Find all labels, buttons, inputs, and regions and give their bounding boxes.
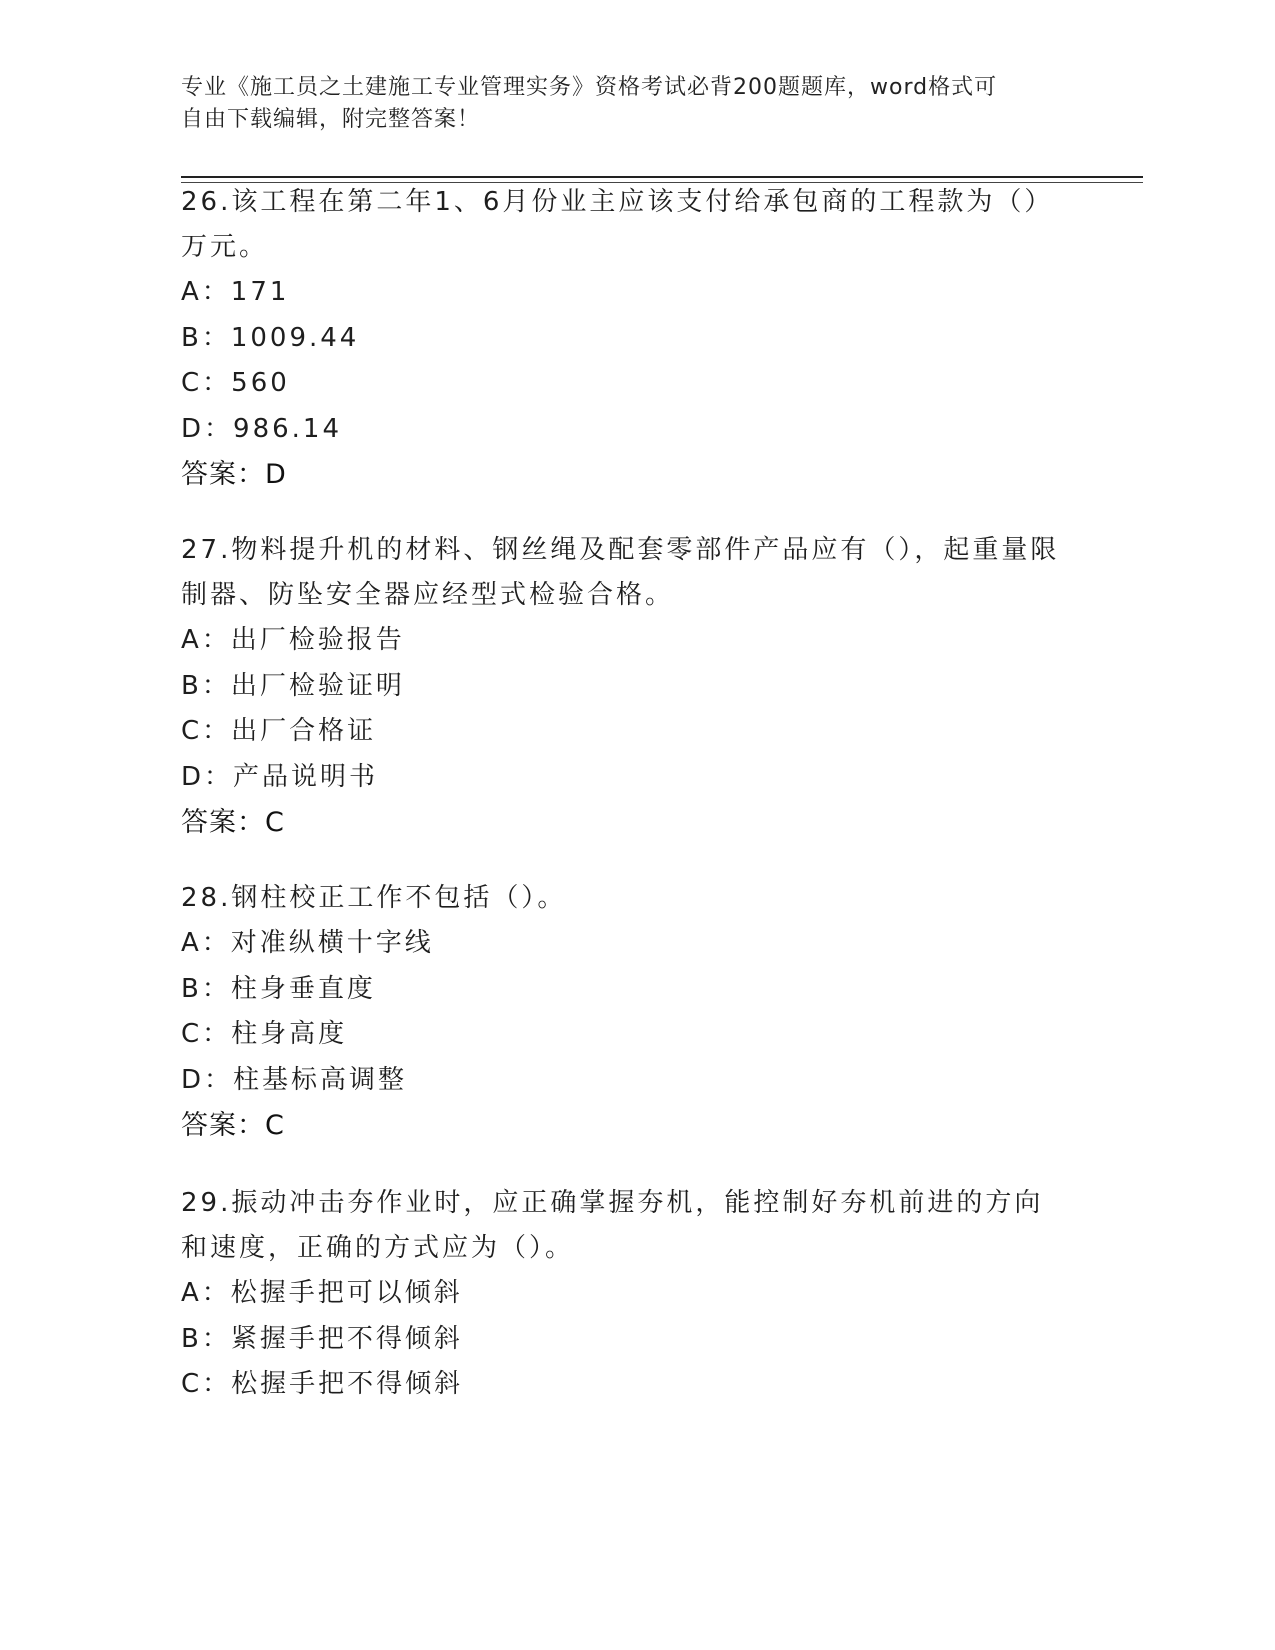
- option-d: D：柱基标高调整: [181, 1064, 408, 1095]
- question-29: [181, 1181, 1061, 1408]
- question-27: [181, 528, 1061, 845]
- option-b: B：出厂检验证明: [181, 670, 405, 701]
- question-text: 26.该工程在第二年1、6月份业主应该支付给承包商的工程款为（）万元。: [181, 187, 1054, 262]
- option-c: C：出厂合格证: [181, 716, 377, 746]
- header-title-line-1: 专业《施工员之土建施工专业管理实务》资格考试必背200题题库，word格式可: [181, 75, 998, 100]
- answer-key: 答案：C: [181, 807, 285, 838]
- option-c: C：松握手把不得倾斜: [181, 1369, 464, 1399]
- option-a: A：松握手把可以倾斜: [181, 1278, 463, 1308]
- option-b: B：紧握手把不得倾斜: [181, 1323, 463, 1354]
- question-28: [181, 876, 1061, 1148]
- option-b: B：柱身垂直度: [181, 973, 376, 1004]
- question-text: 29.振动冲击夯作业时，应正确掌握夯机，能控制好夯机前进的方向和速度，正确的方式应为（）。: [181, 1188, 1044, 1263]
- option-a: A：对准纵横十字线: [181, 928, 434, 958]
- answer-key: 答案：D: [181, 459, 287, 490]
- option-d: D：产品说明书: [181, 761, 379, 792]
- header-title-line-2: 自由下载编辑，附完整答案！: [181, 107, 481, 132]
- document-header: [181, 72, 1041, 136]
- option-c: C：560: [181, 368, 290, 398]
- question-text: 28.钢柱校正工作不包括（）。: [181, 883, 567, 913]
- option-d: D：986.14: [181, 413, 342, 444]
- option-a: A：171: [181, 277, 290, 307]
- option-a: A：出厂检验报告: [181, 625, 405, 655]
- answer-key: 答案：C: [181, 1110, 285, 1141]
- question-text: 27.物料提升机的材料、钢丝绳及配套零部件产品应有（），起重量限制器、防坠安全器应经型式检验合格。: [181, 535, 1060, 610]
- header-divider-thick: [181, 176, 1143, 178]
- option-c: C：柱身高度: [181, 1019, 348, 1049]
- question-26: [181, 180, 1061, 497]
- option-b: B：1009.44: [181, 322, 360, 353]
